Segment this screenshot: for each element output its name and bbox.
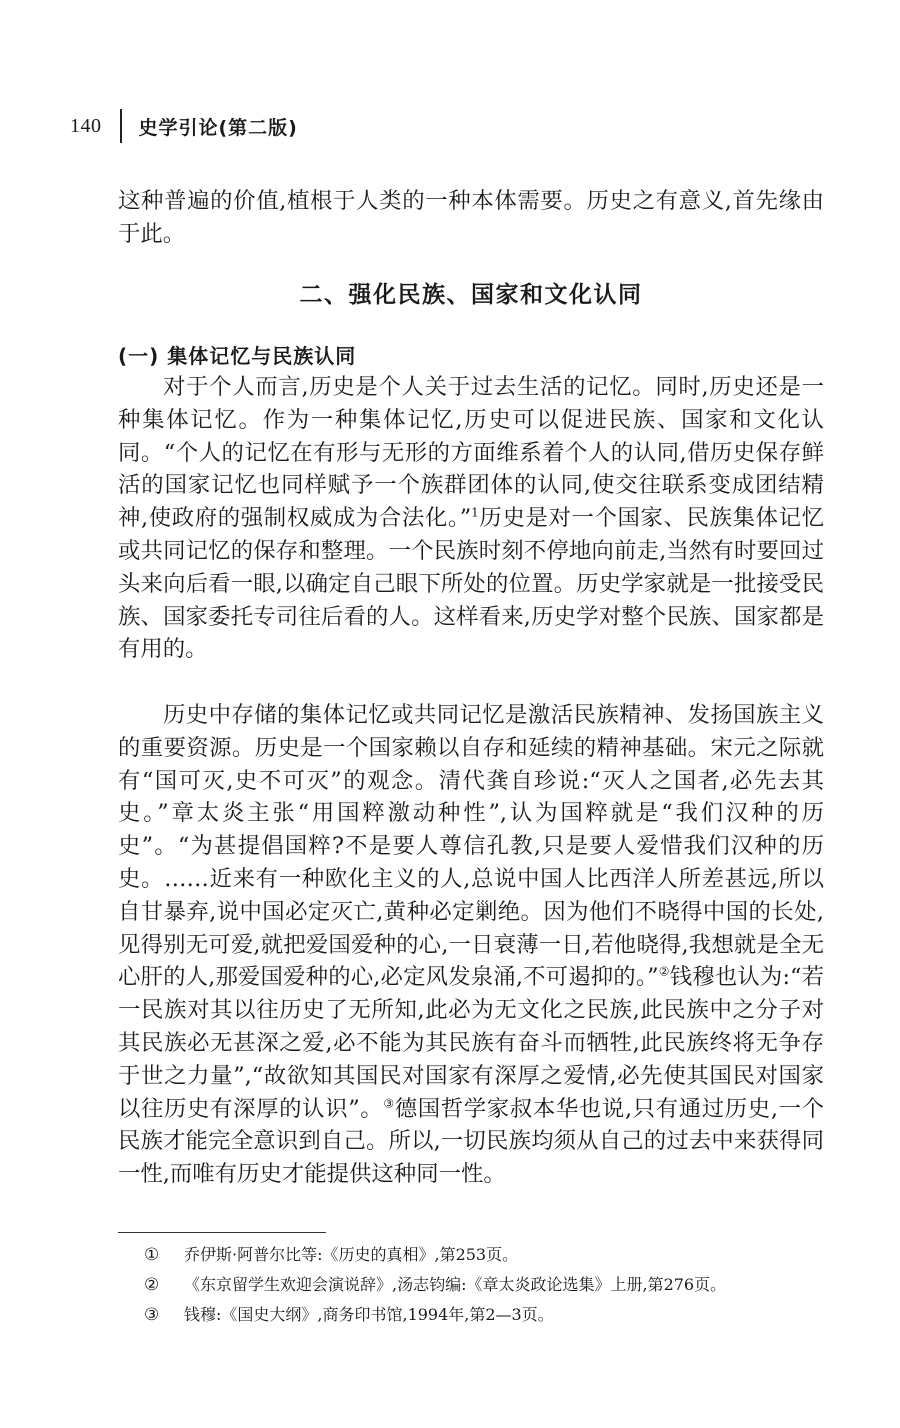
page-number: 140 <box>70 114 102 137</box>
footnote-mark: ② <box>144 1275 160 1295</box>
continued-paragraph: 这种普遍的价值,植根于人类的一种本体需要。历史之有意义,首先缘由于此。 <box>118 188 824 247</box>
footnote-mark: ① <box>144 1245 160 1265</box>
footnote-list <box>144 1240 834 1330</box>
footnote <box>144 1240 834 1270</box>
footnote-reference: ③ <box>383 1096 395 1111</box>
paragraph-national-spirit <box>118 699 824 1191</box>
footnote-text: 乔伊斯·阿普尔比等:《历史的真相》,第253页。 <box>184 1245 519 1264</box>
paragraph-text: 钱穆也认为:“若一民族对其以往历史了无所知,此必为无文化之民族,此民族中之分子对其民族必无甚深之爱,必不能为其民族有奋斗而牺牲,此民族终将无争存于世之力量”,“故欲知其国民对国家有深厚之爱情,必先使其国民对国家以往历史有深厚的认识”。 <box>118 964 824 1122</box>
paragraph-collective-memory <box>118 371 824 666</box>
paragraph-text: 历史中存储的集体记忆或共同记忆是激活民族精神、发扬国族主义的重要资源。历史是一个国家赖以自存和延续的精神基础。宋元之际就有“国可灭,史不可灭”的观念。清代龚自珍说:“灭人之国者,必先去其史。”章太炎主张“用国粹激动种性”,认为国粹就是“我们汉种的历史”。“为甚提倡国粹?不是要人尊信孔教,只是要人爱惜我们汉种的历史。……近来有一种欧化主义的人,总说中国人比西洋人所差甚远,所以自甘暴弃,说中国必定灭亡,黄种必定剿绝。因为他们不晓得中国的长处,见得别无可爱,就把爱国爱种的心,一日衰薄一日,若他晓得,我想就是全无心肝的人,那爱国爱种的心,必定风发泉涌,不可遏抑的。” <box>118 702 824 991</box>
section-heading: 二、强化民族、国家和文化认同 <box>299 282 643 308</box>
footnote <box>144 1270 834 1300</box>
footnote-mark: ③ <box>144 1305 160 1325</box>
running-title: 史学引论(第二版) <box>138 116 298 139</box>
paragraph-text: 德国哲学家叔本华也说,只有通过历史,一个民族才能完全意识到自己。所以,一切民族均须从自己的过去中来获得同一性,而唯有历史才能提供这种同一性。 <box>118 1095 824 1188</box>
header-divider <box>120 109 122 143</box>
footnote-text: 钱穆:《国史大纲》,商务印书馆,1994年,第2—3页。 <box>184 1305 554 1324</box>
paragraph-text: 历史是对一个国家、民族集体记忆或共同记忆的保存和整理。一个民族时刻不停地向前走,当然有时要回过头来向后看一眼,以确定自己眼下所处的位置。历史学家就是一批接受民族、国家委托专司往后看的人。这样看来,历史学对整个民族、国家都是有用的。 <box>118 505 824 663</box>
footnote-reference: 1 <box>471 505 479 520</box>
paragraph-text: 对于个人而言,历史是个人关于过去生活的记忆。同时,历史还是一种集体记忆。作为一种集体记忆,历史可以促进民族、国家和文化认同。“个人的记忆在有形与无形的方面维系着个人的认同,借历史保存鲜活的国家记忆也同样赋予一个族群团体的认同,使交往联系变成团结精神,使政府的强制权威成为合法化。” <box>118 374 824 532</box>
footnote-text: 《东京留学生欢迎会演说辞》,汤志钧编:《章太炎政论选集》上册,第276页。 <box>184 1275 727 1294</box>
subsection-heading: (一) 集体记忆与民族认同 <box>118 344 357 368</box>
footnote-reference: ② <box>658 964 670 979</box>
page-header <box>70 106 298 146</box>
footnote <box>144 1300 834 1330</box>
footnote-divider <box>118 1232 326 1233</box>
